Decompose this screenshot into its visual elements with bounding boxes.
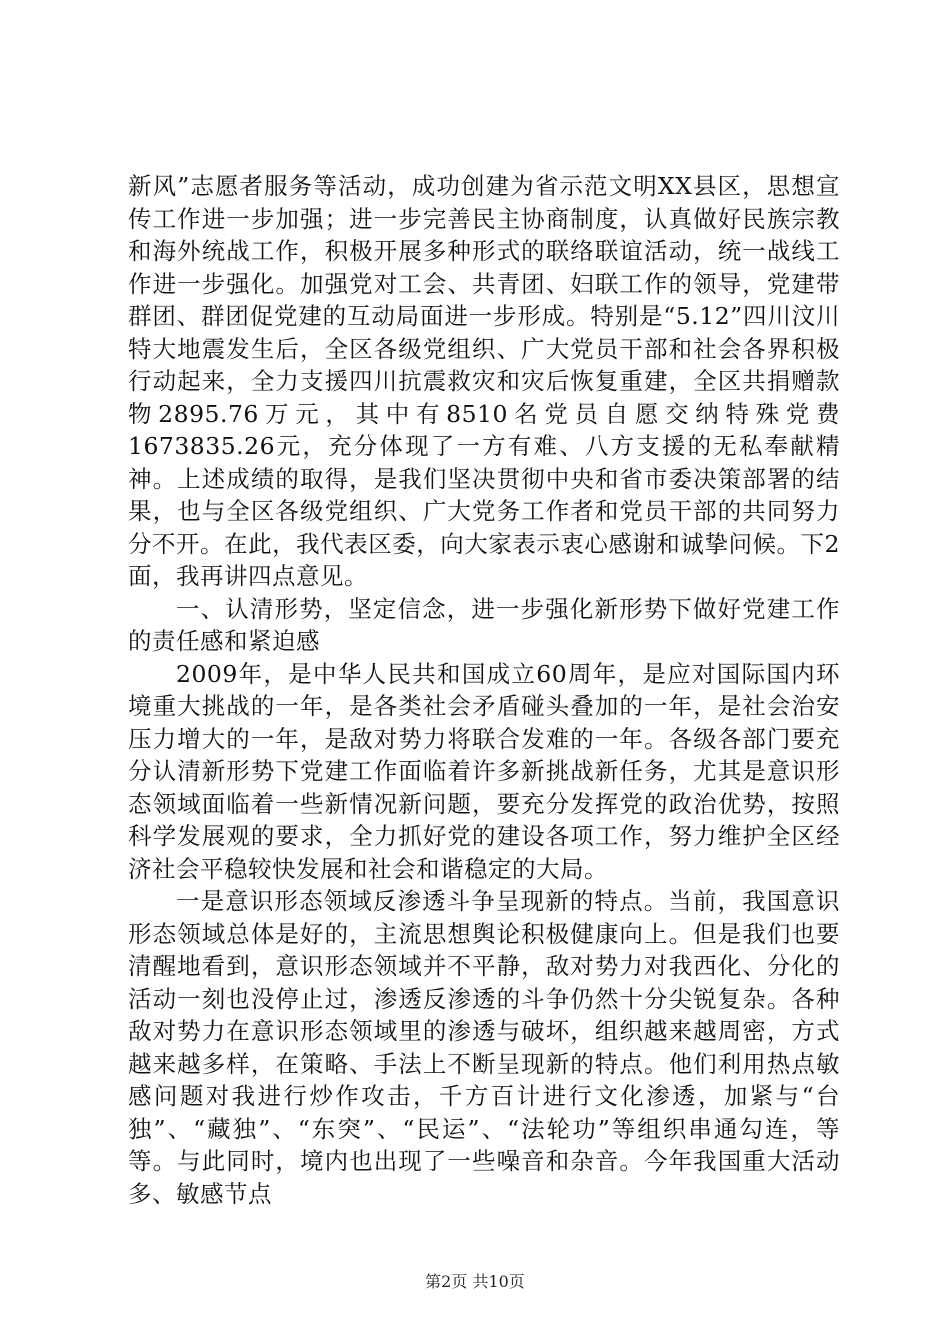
paragraph-2009: 2009年，是中华人民共和国成立60周年，是应对国际国内环境重大挑战的一年，是各类社会矛盾碰头叠加的一年，是社会治安压力增大的一年，是敌对势力将联合发难的一年。各级各部门要充分认清新形势下党建工作面临着许多新挑战新任务，尤其是意识形态领域面临着一些新情况新问题，要充分发挥党的政治优势，按照科学发展观的要求，全力抓好党的建设各项工作，努力维护全区经济社会平稳较快发展和社会和谐稳定的大局。: [128, 659, 840, 883]
section-heading: 一、认清形势，坚定信念，进一步强化新形势下做好党建工作的责任感和紧迫感: [128, 594, 840, 655]
document-body: [128, 170, 840, 1210]
page-number-footer: 第2页 共10页: [425, 1272, 525, 1291]
paragraph-ideology: 一是意识形态领域反渗透斗争呈现新的特点。当前，我国意识形态领域总体是好的，主流思想舆论积极健康向上。但是我们也要清醒地看到，意识形态领域并不平静，敌对势力对我西化、分化的活动一刻也没停止过，渗透反渗透的斗争仍然十分尖锐复杂。各种敌对势力在意识形态领域里的渗透与破坏，组织越来越周密，方式越来越多样，在策略、手法上不断呈现新的特点。他们利用热点敏感问题对我进行炒作攻击，千方百计进行文化渗透，加紧与“台独”、“藏独”、“东突”、“民运”、“法轮功”等组织串通勾连，等等。与此同时，境内也出现了一些噪音和杂音。今年我国重大活动多、敏感节点: [128, 887, 840, 1208]
paragraph-continuation: 新风”志愿者服务等活动，成功创建为省示范文明XX县区，思想宣传工作进一步加强；进一步完善民主协商制度，认真做好民族宗教和海外统战工作，积极开展多种形式的联络联谊活动，统一战线工作进一步强化。加强党对工会、共青团、妇联工作的领导，党建带群团、群团促党建的互动局面进一步形成。特别是“5.12”四川汶川特大地震发生后，全区各级党组织、广大党员干部和社会各界积极行动起来，全力支援四川抗震救灾和灾后恢复重建，全区共捐赠款物2895.76万元，其中有8510名党员自愿交纳特殊党费1673835.26元，充分体现了一方有难、八方支援的无私奉献精神。上述成绩的取得，是我们坚决贯彻中央和省市委决策部署的结果，也与全区各级党组织、广大党务工作者和党员干部的共同努力分不开。在此，我代表区委，向大家表示衷心感谢和诚挚问候。下2面，我再讲四点意见。: [128, 172, 840, 590]
